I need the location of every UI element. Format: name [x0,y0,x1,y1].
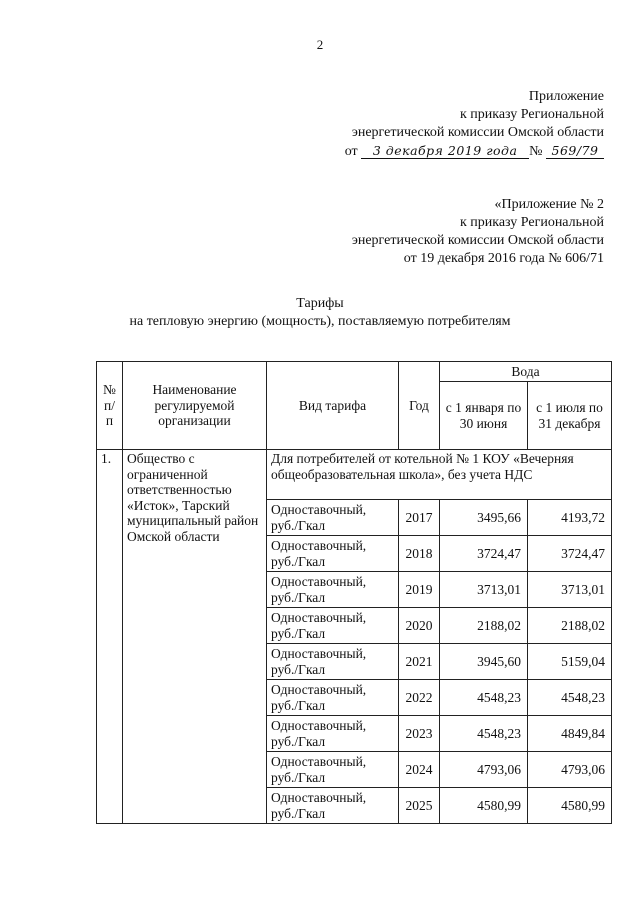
tariff-h2: 4548,23 [528,680,612,716]
tariff-type: Одноставочный, руб./Гкал [267,644,399,680]
tariff-h1: 2188,02 [440,608,528,644]
tariff-type: Одноставочный, руб./Гкал [267,680,399,716]
tariff-year: 2024 [399,752,440,788]
row-number: 1. [97,450,123,824]
tariff-h1: 3945,60 [440,644,528,680]
tariff-type: Одноставочный, руб./Гкал [267,536,399,572]
tariff-h1: 4548,23 [440,680,528,716]
tariff-h2: 4193,72 [528,500,612,536]
consumer-group: Для потребителей от котельной № 1 КОУ «Вечерняя общеобразовательная школа», без учета НДС [267,450,612,500]
tariff-year: 2017 [399,500,440,536]
appendix2-line-4: от 19 декабря 2016 года № 606/71 [403,251,604,266]
handwritten-date: 3 декабря 2019 года [361,143,529,159]
header-water: Вода [440,362,612,382]
header-num: № п/п [97,362,123,450]
header-tariff: Вид тарифа [267,362,399,450]
page-number: 2 [316,37,324,52]
tariff-h2: 4793,06 [528,752,612,788]
tariff-type: Одноставочный, руб./Гкал [267,752,399,788]
appendix2-header [352,196,604,268]
table-header-row [97,362,612,382]
appendix-line-3: энергетической комиссии Омской области [351,125,604,140]
title-line-1: Тарифы [296,296,344,311]
tariff-h1: 3724,47 [440,536,528,572]
tariff-h2: 3724,47 [528,536,612,572]
organization-name: Общество с ограниченной ответственностью «Исток», Тарский муниципальный район Омской области [123,450,267,824]
tariff-h1: 3495,66 [440,500,528,536]
tariff-year: 2022 [399,680,440,716]
from-label: от [344,144,358,159]
consumer-group-row [97,450,612,500]
tariff-h1: 4580,99 [440,788,528,824]
appendix2-line-1: «Приложение № 2 [494,197,604,212]
appendix-date-line [345,143,604,161]
appendix-header [345,88,604,161]
header-h2: с 1 июля по 31 декабря [528,382,612,450]
tariff-table [96,361,612,824]
appendix-line-2: к приказу Региональной [459,107,604,122]
tariff-h2: 4849,84 [528,716,612,752]
tariff-type: Одноставочный, руб./Гкал [267,716,399,752]
tariff-type: Одноставочный, руб./Гкал [267,572,399,608]
tariff-h2: 5159,04 [528,644,612,680]
document-title [0,295,640,331]
tariff-h2: 4580,99 [528,788,612,824]
header-org: Наименование регулируемой организации [123,362,267,450]
tariff-h2: 2188,02 [528,608,612,644]
tariff-year: 2025 [399,788,440,824]
appendix2-line-2: к приказу Региональной [459,215,604,230]
tariff-h1: 4548,23 [440,716,528,752]
appendix2-line-3: энергетической комиссии Омской области [351,233,604,248]
header-h1: с 1 января по 30 июня [440,382,528,450]
handwritten-number: 569/79 [546,143,604,159]
tariff-year: 2021 [399,644,440,680]
header-year: Год [399,362,440,450]
tariff-year: 2019 [399,572,440,608]
tariff-h2: 3713,01 [528,572,612,608]
tariff-type: Одноставочный, руб./Гкал [267,500,399,536]
tariff-type: Одноставочный, руб./Гкал [267,608,399,644]
tariff-year: 2020 [399,608,440,644]
tariff-type: Одноставочный, руб./Гкал [267,788,399,824]
appendix-line-1: Приложение [528,89,604,104]
tariff-h1: 3713,01 [440,572,528,608]
title-line-2: на тепловую энергию (мощность), поставляемую потребителям [129,314,511,329]
tariff-h1: 4793,06 [440,752,528,788]
number-label: № [529,144,543,159]
tariff-year: 2023 [399,716,440,752]
tariff-year: 2018 [399,536,440,572]
